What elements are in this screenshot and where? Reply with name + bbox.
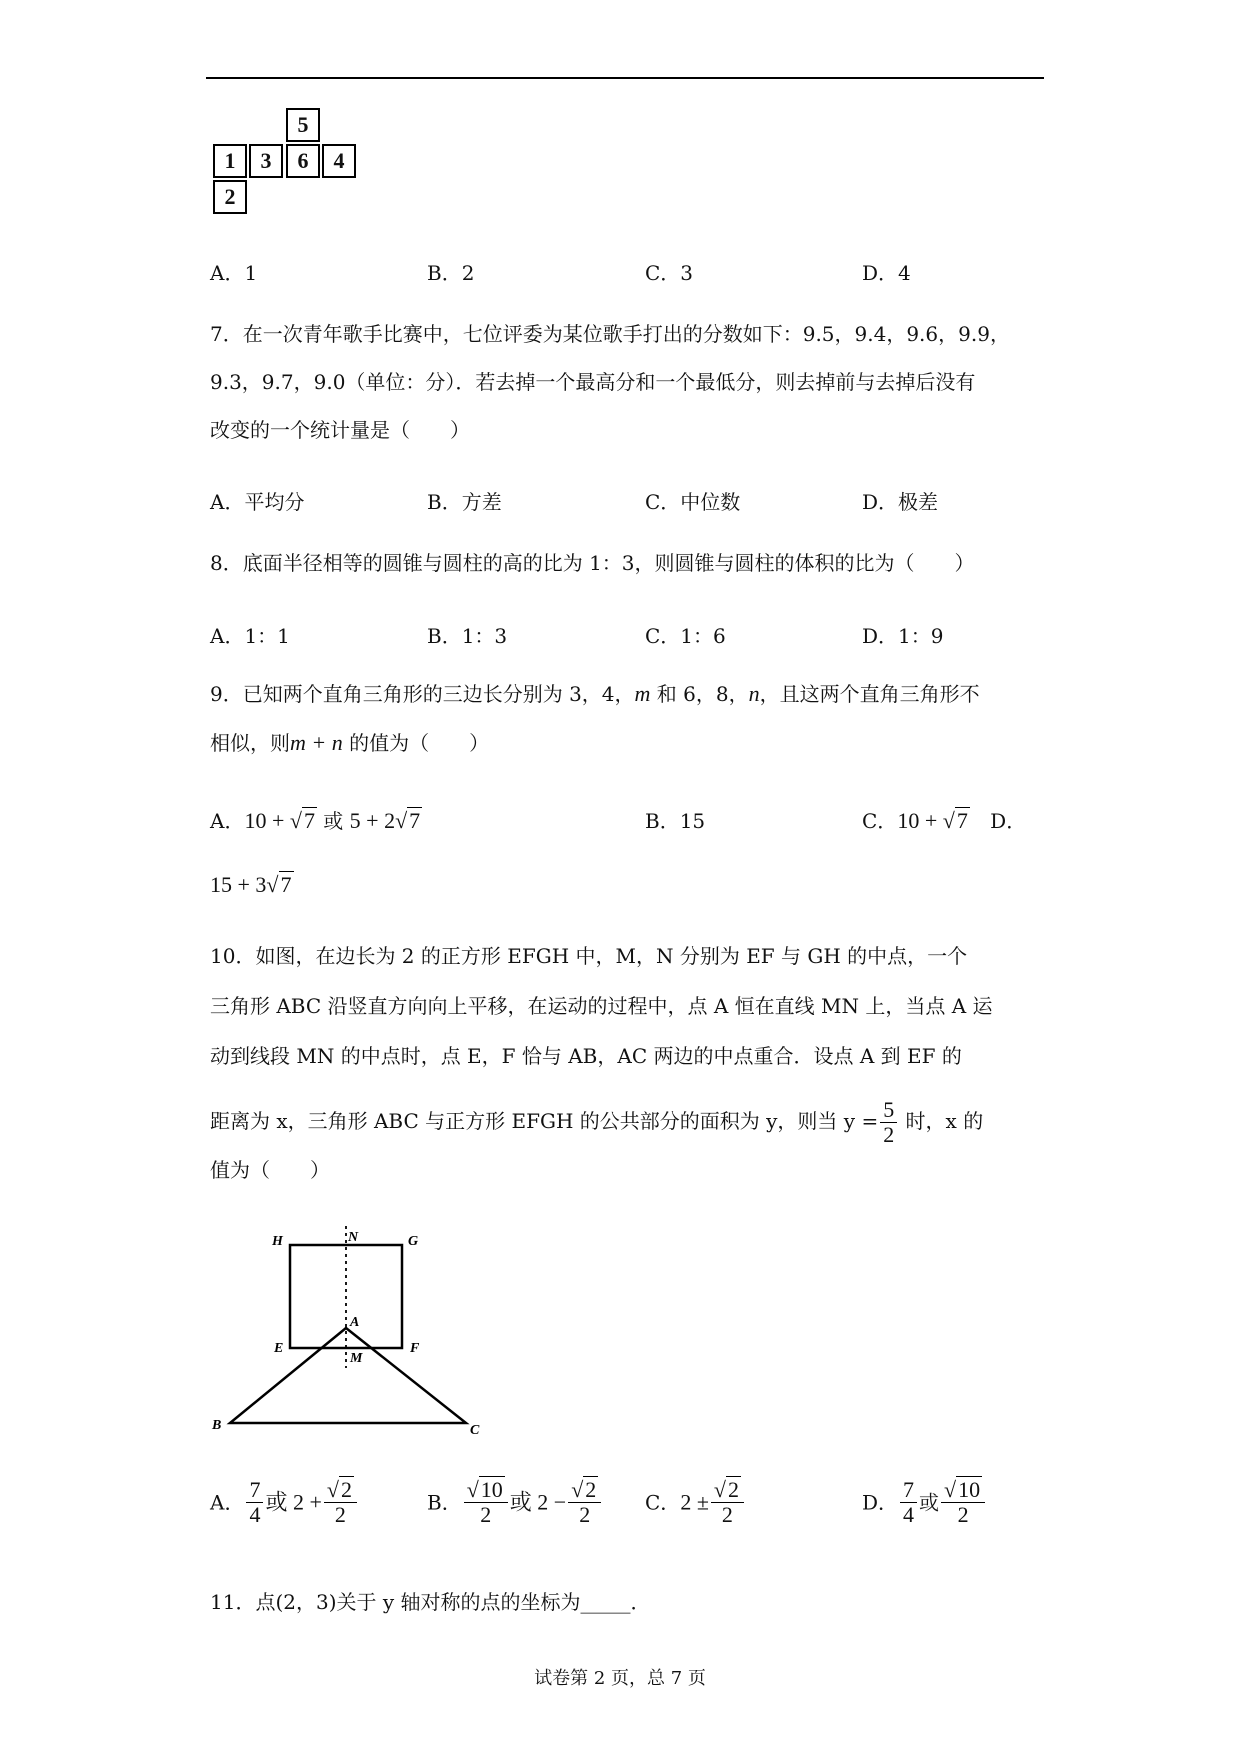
q10-line1: 10．如图，在边长为 2 的正方形 EFGH 中，M，N 分别为 EF 与 GH 的中点，一个 — [210, 944, 968, 968]
q10-figure — [200, 1210, 500, 1440]
q9-option-c: C．10 + √7 D． — [862, 808, 1027, 833]
q8-option-c: C．1：6 — [645, 624, 726, 648]
net-cell: 6 — [286, 144, 320, 178]
q7-line1: 7．在一次青年歌手比赛中，七位评委为某位歌手打出的分数如下：9.5，9.4，9.6，9.9， — [210, 322, 1010, 346]
label-e: E — [274, 1341, 284, 1356]
q6-option-b: B．2 — [427, 261, 475, 285]
fraction-five-halves: $\frac{5}{2}$ — [880, 1098, 897, 1147]
q10-line2: 三角形 ABC 沿竖直方向向上平移，在运动的过程中，点 A 恒在直线 MN 上，当点 A 运 — [210, 994, 993, 1018]
label-h: H — [272, 1234, 283, 1249]
q10-line4: 距离为 x，三角形 ABC 与正方形 EFGH 的公共部分的面积为 y，则当 y = $\frac{5}{2}$ 时，x 的 — [210, 1097, 984, 1147]
net-cell: 5 — [286, 108, 320, 142]
q8-option-b: B．1：3 — [427, 624, 508, 648]
q8-line1: 8．底面半径相等的圆锥与圆柱的高的比为 1：3，则圆锥与圆柱的体积的比为（ ） — [210, 551, 975, 575]
var-m: m — [634, 681, 651, 706]
q7-option-b: B．方差 — [427, 490, 502, 514]
var-n: n — [748, 681, 760, 706]
q6-option-c: C．3 — [645, 261, 694, 285]
q7-line2: 9.3，9.7，9.0（单位：分）．若去掉一个最高分和一个最低分，则去掉前与去掉后没有 — [210, 370, 976, 394]
net-cell: 1 — [213, 144, 247, 178]
q9-option-a: A．10 + √7 或 5 + 2√7 — [210, 808, 421, 833]
label-f: F — [410, 1341, 420, 1356]
q7-option-d: D．极差 — [862, 490, 939, 514]
q10-option-c: C．2 ± $\frac{√2}{2}$ — [645, 1478, 746, 1527]
triangle-abc — [230, 1328, 466, 1423]
expr-m-plus-n: m + n — [290, 730, 343, 755]
q10-option-d: D． $\frac{7}{4}$ 或 $\frac{√10}{2}$ — [862, 1478, 987, 1527]
q9-line2: 相似，则m + n 的值为（ ） — [210, 730, 490, 755]
q9-line1: 9．已知两个直角三角形的三边长分别为 3，4，m 和 6，8，n，且这两个直角三角形不 — [210, 681, 980, 706]
page-footer: 试卷第 2 页，总 7 页 — [534, 1668, 706, 1689]
q11-line: 11．点(2，3)关于 y 轴对称的点的坐标为_____． — [210, 1590, 651, 1614]
label-c: C — [470, 1423, 480, 1438]
q8-option-a: A．1：1 — [210, 624, 290, 648]
q9-option-d-label: D． — [990, 809, 1027, 833]
q9-option-d: 15 + 3√7 — [210, 872, 292, 897]
q7-option-a: A．平均分 — [210, 490, 305, 514]
net-cell: 4 — [322, 144, 356, 178]
header-rule — [206, 77, 1044, 79]
q6-option-a: A．1 — [210, 261, 258, 285]
q10-line3: 动到线段 MN 的中点时，点 E，F 恰与 AB，AC 两边的中点重合．设点 A 到 EF 的 — [210, 1044, 962, 1068]
net-cell: 3 — [249, 144, 283, 178]
q10-option-b: B． $\frac{√10}{2}$ 或 2 − $\frac{√2}{2}$ — [427, 1478, 603, 1527]
q6-option-d: D．4 — [862, 261, 911, 285]
label-a: A — [350, 1315, 360, 1330]
label-n: N — [348, 1230, 359, 1245]
q9-option-b: B．15 — [645, 809, 706, 833]
q7-line3: 改变的一个统计量是（ ） — [210, 418, 470, 442]
label-m: M — [350, 1351, 363, 1366]
q10-line5: 值为（ ） — [210, 1158, 330, 1182]
label-b: B — [212, 1418, 222, 1433]
q8-option-d: D．1：9 — [862, 624, 944, 648]
q10-option-a: A． $\frac{7}{4}$ 或 2 + $\frac{√2}{2}$ — [210, 1478, 359, 1527]
label-g: G — [408, 1234, 419, 1249]
q7-option-c: C．中位数 — [645, 490, 741, 514]
net-cell: 2 — [213, 180, 247, 214]
